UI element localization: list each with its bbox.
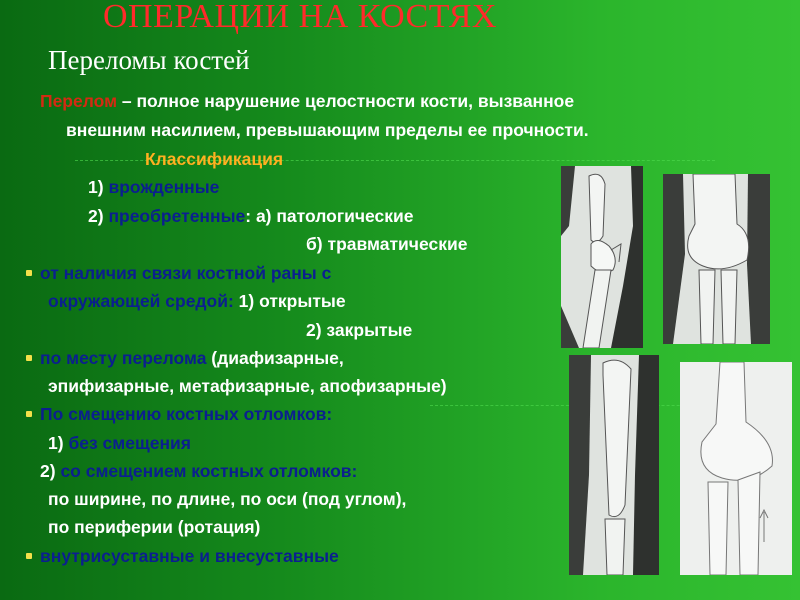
- bullet4-label: внутрисуставные и внесуставные: [40, 546, 339, 566]
- bullet2-line-2: эпифизарные, метафизарные, апофизарные): [48, 376, 447, 396]
- classification-item-acquired: [88, 206, 414, 227]
- bullet-marker: [26, 411, 32, 417]
- bullet3-line-4: по периферии (ротация): [48, 517, 261, 537]
- item-number: 2): [40, 461, 56, 481]
- bullet3-sub-1: [48, 433, 191, 454]
- bullet3-sub-2: [40, 461, 357, 482]
- item-label: без смещения: [68, 433, 191, 453]
- definition-text: – полное нарушение целостности кости, вызванное: [117, 91, 575, 111]
- item-label: со смещением костных отломков:: [60, 461, 358, 481]
- bullet-marker: [26, 355, 32, 361]
- bullet-marker: [26, 270, 32, 276]
- bullet1-label: окружающей средой:: [48, 291, 234, 311]
- page-title: ОПЕРАЦИИ НА КОСТЯХ: [103, 0, 497, 35]
- definition-line-2: внешним насилием, превышающим пределы ее прочности.: [66, 120, 589, 140]
- bullet2-value: (диафизарные,: [206, 348, 344, 368]
- classification-heading: Классификация: [145, 149, 284, 169]
- xray-image-elbow-3: [680, 362, 792, 575]
- item-label: преобретенные: [108, 206, 246, 226]
- definition-term: Перелом: [40, 91, 118, 111]
- classification-item-congenital: [88, 177, 219, 198]
- item-label: врожденные: [108, 177, 220, 197]
- classification-item-traumatic: б) травматические: [306, 234, 468, 254]
- bullet1-value: 1) открытые: [233, 291, 346, 311]
- definition-line-1: [40, 91, 574, 112]
- bullet2-label: по месту перелома: [40, 348, 207, 368]
- bullet3-label: По смещению костных отломков:: [40, 404, 333, 424]
- bullet2-line-1: [40, 348, 344, 369]
- page-subtitle: Переломы костей: [48, 45, 250, 75]
- elbow-xray-drawing-2: [663, 174, 770, 344]
- item-value: : а) патологические: [245, 206, 414, 226]
- arm-xray-drawing: [569, 355, 659, 575]
- xray-image-arm: [569, 355, 659, 575]
- elbow-xray-drawing-1: [561, 166, 643, 348]
- xray-image-elbow-2: [663, 174, 770, 344]
- bullet1-line-1: от наличия связи костной раны с: [40, 263, 332, 283]
- bullet1-line-2: [48, 291, 346, 312]
- bullet3-line-3: по ширине, по длине, по оси (под углом),: [48, 489, 407, 509]
- bullet1-line-3: 2) закрытые: [306, 320, 413, 340]
- item-number: 1): [48, 433, 64, 453]
- bullet-marker: [26, 553, 32, 559]
- item-number: 2): [88, 206, 104, 226]
- item-number: 1): [88, 177, 104, 197]
- xray-image-elbow-1: [561, 166, 643, 348]
- elbow-xray-drawing-3: [680, 362, 792, 575]
